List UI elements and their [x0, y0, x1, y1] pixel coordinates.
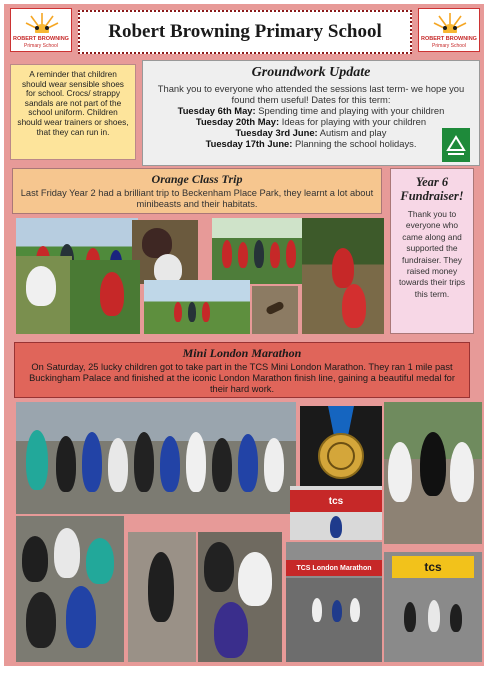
sun-logo-icon — [25, 11, 59, 33]
finish-line-photo — [286, 542, 382, 662]
year6-title: Year 6 Fundraiser! — [400, 175, 464, 203]
uniform-reminder — [10, 64, 136, 160]
marathon-huddle-photo — [384, 402, 482, 544]
trip-photo — [70, 260, 140, 334]
logo-school-sub: Primary School — [24, 43, 58, 49]
finish-line-photo — [290, 486, 382, 540]
newsletter-page — [4, 4, 484, 666]
marathon-title: Mini London Marathon — [182, 346, 302, 360]
tcs-banner: tcs — [392, 556, 474, 578]
year6-text: Thank you to everyone who came along and supported the fundraiser. They raised money towards their trips this term. — [398, 209, 466, 299]
groundwork-date-item: Tuesday 3rd June: Autism and play — [235, 127, 387, 138]
marathon-group-photo — [16, 402, 296, 514]
logo-school-name: ROBERT BROWNING — [421, 36, 477, 42]
school-logo-left — [10, 8, 72, 52]
trip-photo — [252, 286, 298, 334]
orange-trip-text: Last Friday Year 2 had a brilliant trip to Beckenham Place Park, they learnt a lot about minibeasts and their habitats. — [20, 188, 374, 209]
trip-photo — [132, 220, 198, 284]
groundwork-triangle-icon — [442, 128, 470, 162]
marathon-selfie-photo — [16, 516, 124, 662]
finish-banner: TCS London Marathon — [286, 560, 382, 576]
groundwork-update — [142, 60, 480, 166]
trip-photo — [212, 218, 304, 284]
groundwork-date-item: Tuesday 20th May: Ideas for playing with your children — [195, 116, 427, 127]
header-title-box — [78, 10, 412, 54]
medal-photo — [300, 406, 382, 486]
medal-icon — [300, 406, 382, 486]
trip-photo — [302, 218, 384, 334]
groundwork-date-item: Tuesday 17th June: Planning the school holidays. — [205, 138, 417, 149]
orange-class-trip — [12, 168, 382, 214]
runner-photo — [128, 532, 196, 662]
orange-trip-title: Orange Class Trip — [151, 172, 243, 186]
groundwork-logo — [442, 128, 470, 162]
page-title: Robert Browning Primary School — [108, 21, 382, 42]
trip-photo — [144, 280, 250, 334]
marathon-text: On Saturday, 25 lucky children got to take part in the TCS Mini London Marathon. They ran 1 mile past Buckingham Palace and finished at the iconic London Marathon finish line, gaining a beautiful medal for their hard work. — [29, 362, 455, 395]
mini-london-marathon — [14, 342, 470, 398]
finish-line-photo — [384, 552, 482, 662]
trip-photo — [16, 256, 72, 334]
sun-logo-icon — [433, 11, 467, 33]
groundwork-intro: Thank you to everyone who attended the sessions last term- we hope you found them useful! Dates for this term: — [157, 83, 465, 105]
groundwork-date-item: Tuesday 6th May: Spending time and playing with your children — [177, 105, 445, 116]
marathon-selfie-photo — [198, 532, 282, 662]
logo-school-name: ROBERT BROWNING — [13, 36, 69, 42]
school-logo-right — [418, 8, 480, 52]
reminder-text: A reminder that children should wear sensible shoes for school. Crocs/ strappy sandals are not part of the school uniform. Children should wear trainers or shoes, that they can run in. — [17, 69, 129, 137]
groundwork-title: Groundwork Update — [251, 65, 371, 80]
tcs-banner: tcs — [290, 490, 382, 512]
logo-school-sub: Primary School — [432, 43, 466, 49]
year6-fundraiser — [390, 168, 474, 334]
